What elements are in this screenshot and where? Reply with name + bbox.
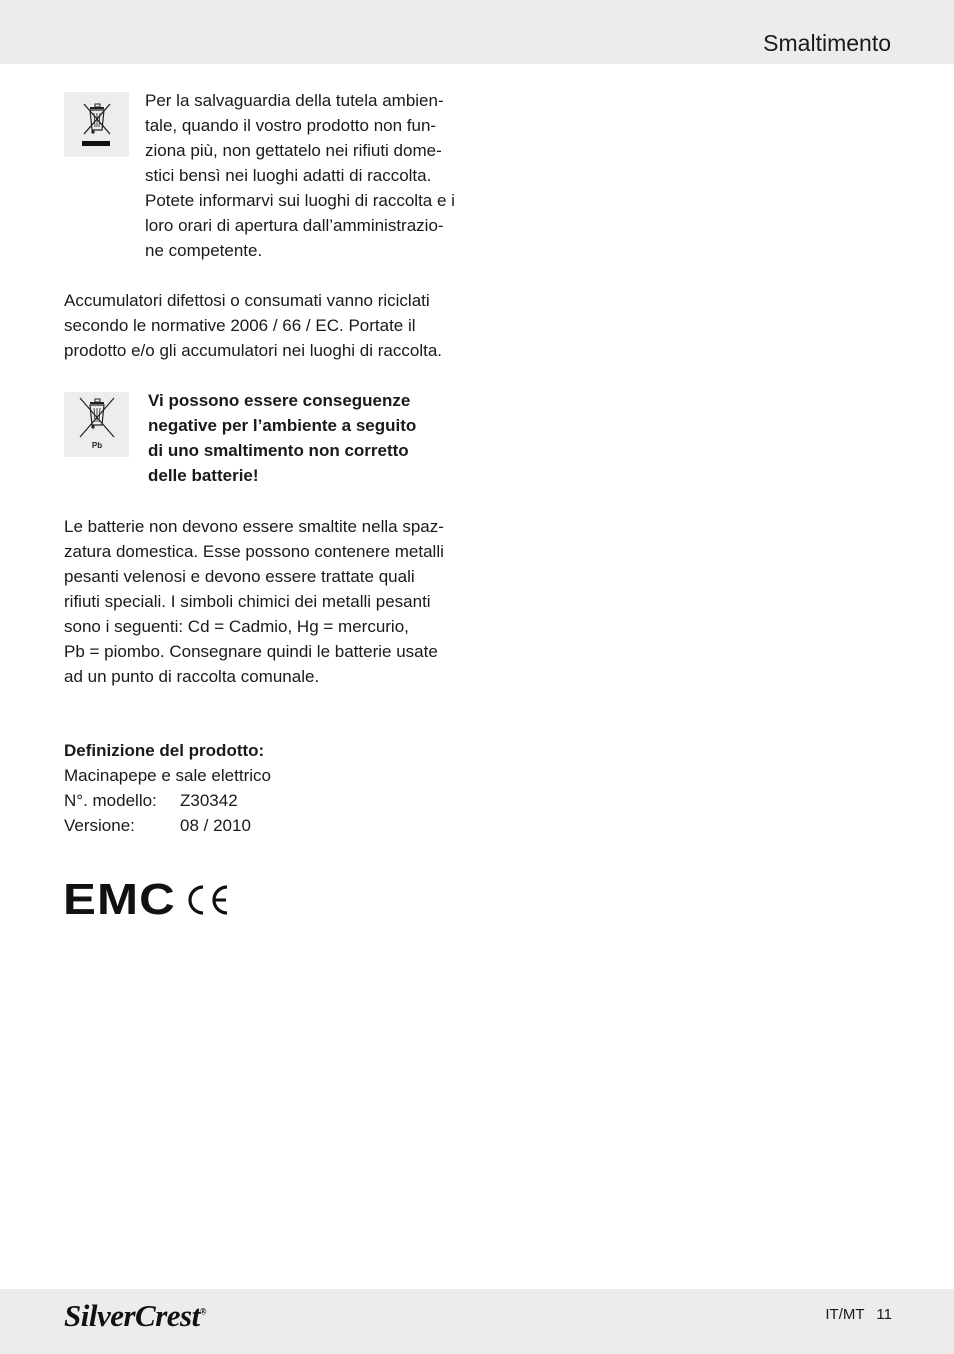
product-name: Macinapepe e sale elettrico <box>64 766 271 785</box>
batteries-paragraph: Le batterie non devono essere smaltite nella spaz- zatura domestica. Esse possono contenere metalli pesanti velenosi e devono essere trattate quali rifiuti speciali. I simboli chimici dei metalli pesanti sono i seguenti: Cd = Cadmio, Hg = mercurio, Pb = piombo. Consegnare quindi le batterie usate ad un punto di raccolta comunale. <box>64 517 444 686</box>
model-row: N°. modello: Z30342 <box>64 791 238 810</box>
brand-logo: SilverCrest® <box>64 1298 206 1333</box>
disposal-paragraph: Per la salvaguardia della tutela ambien- tale, quando il vostro prodotto non fun- ziona più, non gettatelo nei rifiuti dome- stici bensì nei luoghi adatti di raccolta. Potete informarvi sui luoghi di raccolta e i loro orari di apertura dall’amministrazio- ne competente. <box>145 91 455 260</box>
battery-bin-icon <box>64 392 129 457</box>
page-header <box>0 0 954 64</box>
language-code: IT/MT <box>825 1306 865 1323</box>
version-row: Versione: 08 / 2010 <box>64 816 251 835</box>
page-reference <box>825 1306 892 1323</box>
ce-mark-icon <box>183 884 231 916</box>
warning-paragraph: Vi possono essere conseguenze negative per l’ambiente a seguito di uno smaltimento non corretto delle batterie! <box>148 391 417 485</box>
accumulators-paragraph: Accumulatori difettosi o consumati vanno riciclati secondo le normative 2006 / 66 / EC. Portate il prodotto e/o gli accumulatori nei luoghi di raccolta. <box>64 291 442 360</box>
product-definition <box>64 738 271 838</box>
emc-mark: EMC <box>63 875 176 924</box>
product-heading: Definizione del prodotto: <box>64 741 265 760</box>
pb-label: Pb <box>91 441 103 450</box>
weee-bin-icon <box>64 92 129 157</box>
page-number: 11 <box>876 1306 892 1323</box>
page-title: Smaltimento <box>763 30 891 56</box>
